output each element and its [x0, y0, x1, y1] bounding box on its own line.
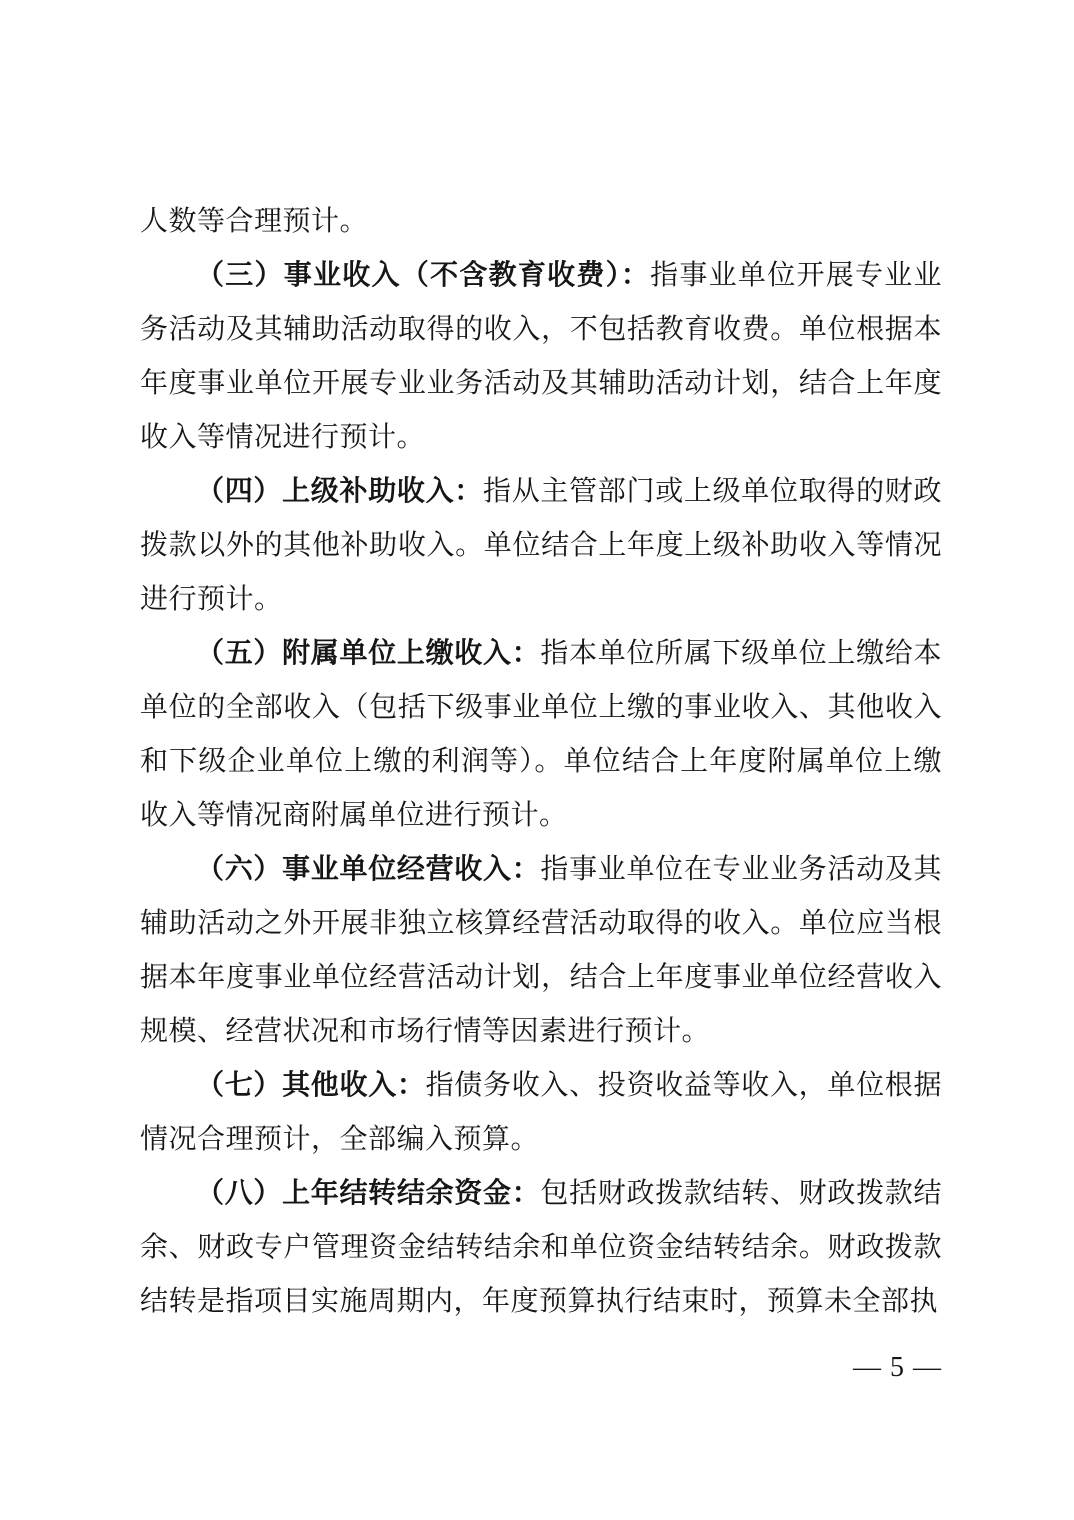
paragraph	[140, 627, 942, 843]
paragraph-body: 指债务收入、投资收益等收入，单位根据情况合理预计，全部编入预算。	[140, 1070, 942, 1155]
document-body	[140, 195, 942, 1329]
paragraph	[140, 1059, 942, 1167]
page-number: — 5 —	[853, 1352, 942, 1383]
page-footer	[140, 1348, 942, 1388]
paragraph-lead: （三）事业收入（不含教育收费）：	[196, 260, 651, 291]
paragraph	[140, 843, 942, 1059]
paragraph-body: 指从主管部门或上级单位取得的财政拨款以外的其他补助收入。单位结合上年度上级补助收入等情况进行预计。	[140, 476, 942, 615]
paragraph-lead: （五）附属单位上缴收入：	[196, 638, 541, 669]
paragraph	[140, 1167, 942, 1329]
paragraph-body: 指事业单位开展专业业务活动及其辅助活动取得的收入，不包括教育收费。单位根据本年度事业单位开展专业业务活动及其辅助活动计划，结合上年度收入等情况进行预计。	[140, 260, 942, 453]
paragraph	[140, 195, 942, 249]
paragraph-lead: （七）其他收入：	[196, 1070, 426, 1101]
paragraph	[140, 249, 942, 465]
paragraph-lead: （四）上级补助收入：	[196, 476, 483, 507]
paragraph-body: 包括财政拨款结转、财政拨款结余、财政专户管理资金结转结余和单位资金结转结余。财政拨款结转是指项目实施周期内，年度预算执行结束时，预算未全部执	[140, 1178, 942, 1317]
paragraph	[140, 465, 942, 627]
paragraph-lead: （六）事业单位经营收入：	[196, 854, 541, 885]
paragraph-body: 指本单位所属下级单位上缴给本单位的全部收入（包括下级事业单位上缴的事业收入、其他收入和下级企业单位上缴的利润等）。单位结合上年度附属单位上缴收入等情况商附属单位进行预计。	[140, 638, 942, 831]
paragraph-body: 指事业单位在专业业务活动及其辅助活动之外开展非独立核算经营活动取得的收入。单位应当根据本年度事业单位经营活动计划，结合上年度事业单位经营收入规模、经营状况和市场行情等因素进行预计。	[140, 854, 942, 1047]
paragraph-lead: （八）上年结转结余资金：	[196, 1178, 541, 1209]
paragraph-body: 人数等合理预计。	[140, 206, 369, 237]
